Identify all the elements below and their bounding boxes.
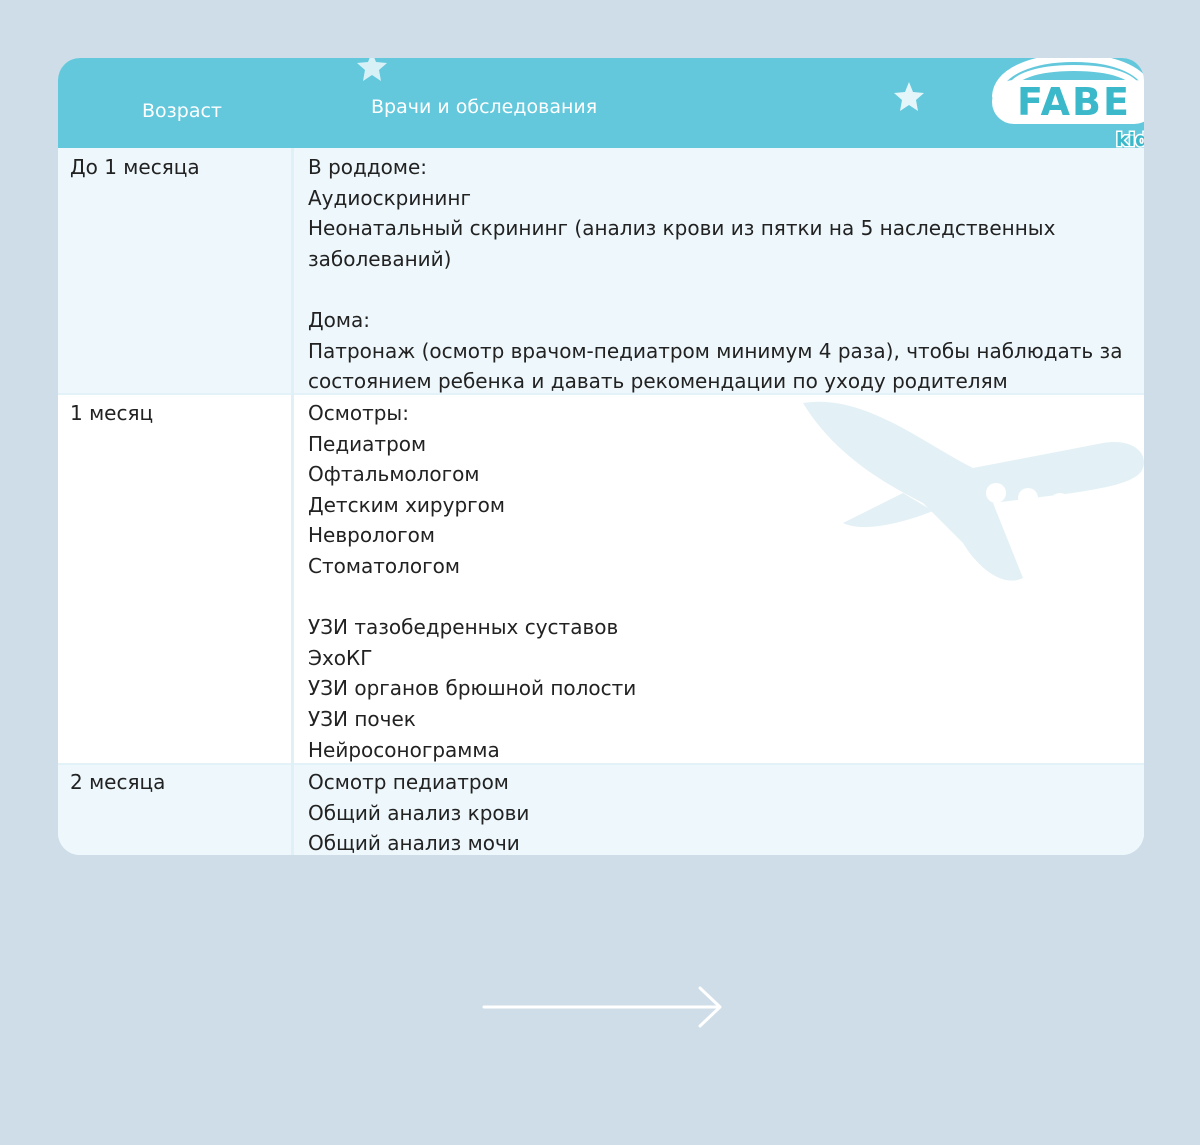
row-bg-3: [58, 765, 1144, 855]
table-header: [58, 58, 1160, 148]
detail-line: Неонатальный скрининг (анализ крови из пятки на 5 наследственных: [308, 216, 1056, 241]
detail-line: В роддоме:: [308, 155, 428, 179]
row-details: [308, 398, 636, 765]
detail-line: Стоматологом: [308, 553, 460, 578]
detail-line: заболеваний): [308, 246, 452, 271]
detail-line: [308, 274, 1122, 305]
detail-line: Дома:: [308, 307, 370, 332]
detail-line: Патронаж (осмотр врачом-педиатром минимум 4 раза), чтобы наблюдать за: [308, 338, 1123, 363]
detail-line: [308, 582, 636, 613]
header-doctors: Врачи и обследования: [371, 96, 598, 118]
detail-line: ЭхоКГ: [308, 645, 373, 670]
detail-line: Педиатром: [308, 431, 427, 456]
detail-line: Осмотры:: [308, 401, 409, 425]
detail-line: УЗИ тазобедренных суставов: [308, 615, 619, 640]
svg-text:FABE: FABE: [1017, 80, 1131, 124]
detail-line: Осмотр педиатром: [308, 770, 509, 794]
detail-line: УЗИ почек: [308, 706, 416, 731]
detail-line: Общий анализ крови: [308, 800, 530, 825]
airplane-icon: [803, 373, 1144, 583]
fabe-kids-logo: [988, 58, 1160, 148]
arrow-right-icon[interactable]: [482, 984, 724, 1030]
row-age: До 1 месяца: [70, 155, 200, 179]
detail-line: Неврологом: [308, 523, 435, 548]
detail-line: Нейросонограмма: [308, 737, 500, 762]
detail-line: УЗИ органов брюшной полости: [308, 676, 637, 701]
row-age: 1 месяц: [70, 401, 154, 425]
star-icon: [351, 58, 393, 84]
schedule-card: [58, 58, 1160, 855]
star-icon: [891, 80, 927, 116]
svg-text:kids: kids: [1116, 129, 1160, 148]
row-details: [308, 767, 529, 855]
detail-line: Аудиоскрининг: [308, 185, 472, 210]
detail-line: Детским хирургом: [308, 492, 505, 517]
row-age: 2 месяца: [70, 770, 166, 794]
detail-line: состоянием ребенка и давать рекомендации по уходу родителям: [308, 369, 1008, 394]
detail-line: Офтальмологом: [308, 462, 480, 487]
row-details: [308, 152, 1122, 397]
detail-line: Общий анализ мочи: [308, 831, 520, 855]
header-age: Возраст: [142, 100, 222, 122]
column-divider: [291, 148, 294, 855]
